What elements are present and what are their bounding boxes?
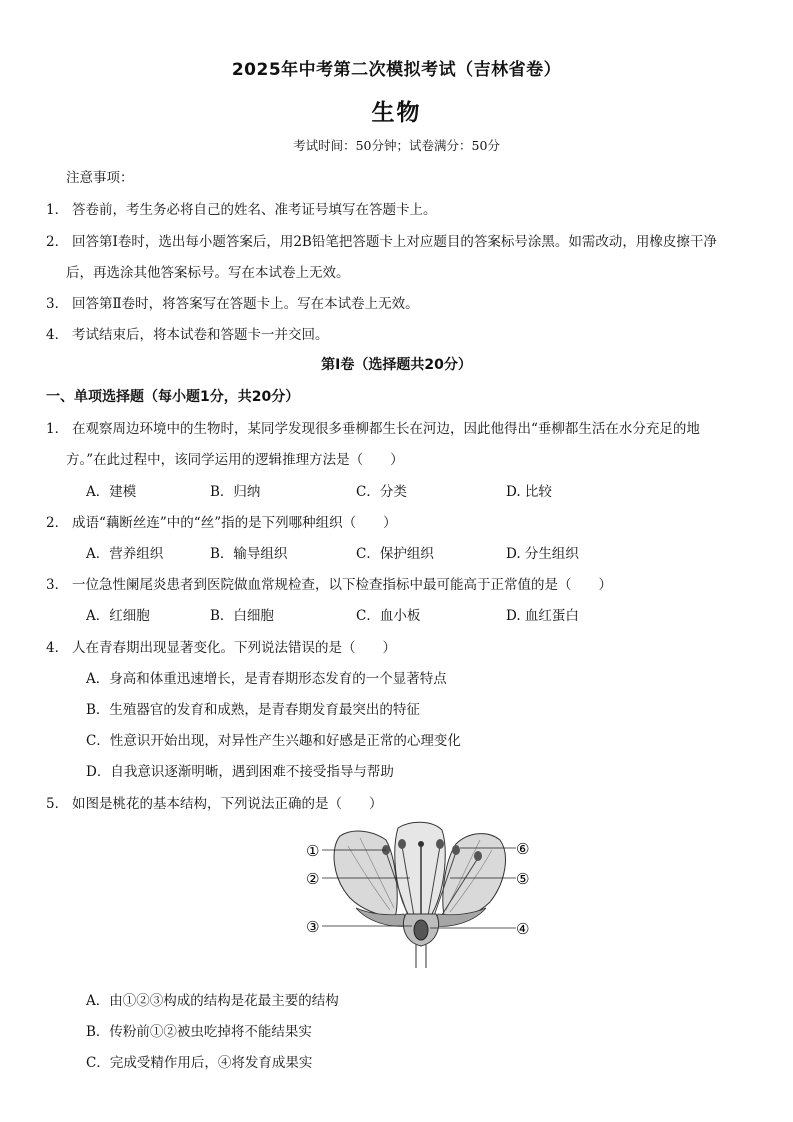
- anther: [398, 839, 406, 849]
- option-d: D．自我意识逐渐明晰，遇到困难不接受指导与帮助: [86, 764, 394, 780]
- figure-label-6: ⑥: [516, 840, 530, 858]
- question-num: 2．: [46, 515, 69, 531]
- option-b: B．输导组织: [210, 546, 288, 562]
- option-c: C．性意识开始出现，对异性产生兴趣和好感是正常的心理变化: [86, 733, 461, 749]
- question-4: [46, 636, 396, 656]
- figure-label-2: ②: [306, 870, 320, 888]
- note-num: 1．: [46, 202, 69, 218]
- note-item: [46, 230, 717, 250]
- anther: [474, 851, 482, 861]
- part-heading: 第Ⅰ卷（选择题共20分）: [321, 357, 472, 373]
- option-d: D. 血红蛋白: [506, 608, 579, 624]
- question-text: 成语“藕断丝连”中的“丝”指的是下列哪种组织（ ）: [72, 515, 397, 531]
- option-a: A．身高和体重迅速增长，是青春期形态发育的一个显著特点: [86, 671, 447, 687]
- note-text: 回答第Ⅱ卷时，将答案写在答题卡上。写在本试卷上无效。: [72, 296, 419, 312]
- question-text: 人在青春期出现显著变化。下列说法错误的是（ ）: [72, 640, 396, 656]
- stigma: [418, 841, 424, 847]
- subject-title: 生物: [371, 100, 422, 126]
- option-b: B．归纳: [210, 484, 261, 500]
- note-num: 4．: [46, 327, 69, 343]
- question-text: 在观察周边环境中的生物时，某同学发现很多垂柳都生长在河边，因此他得出“垂柳都生活在水分充足的地: [72, 421, 700, 437]
- question-text: 如图是桃花的基本结构，下列说法正确的是（ ）: [72, 796, 383, 812]
- option-a: A．红细胞: [86, 608, 150, 624]
- note-continuation: 后，再选涂其他答案标号。写在本试卷上无效。: [66, 265, 350, 281]
- figure-label-4: ④: [516, 920, 530, 938]
- option-a: A．建模: [86, 484, 137, 500]
- question-continuation: 方。”在此过程中，该同学运用的逻辑推理方法是（ ）: [66, 452, 404, 468]
- option-d: D. 分生组织: [506, 546, 579, 562]
- note-item: [46, 323, 329, 343]
- option-c: C．分类: [356, 484, 407, 500]
- option-b: B．生殖器官的发育和成熟，是青春期发育最突出的特征: [86, 702, 420, 718]
- question-5: [46, 792, 383, 812]
- note-text: 回答第Ⅰ卷时，选出每小题答案后，用2B铅笔把答题卡上对应题目的答案标号涂黑。如需改动，用橡皮擦干净: [72, 234, 717, 250]
- option-c: C．完成受精作用后，④将发育成果实: [86, 1055, 313, 1071]
- question-text: 一位急性阑尾炎患者到医院做血常规检查，以下检查指标中最可能高于正常值的是（ ）: [72, 577, 612, 593]
- section-heading: 一、单项选择题（每小题1分，共20分）: [46, 389, 300, 405]
- notes-heading: 注意事项：: [66, 170, 134, 186]
- question-num: 4．: [46, 640, 69, 656]
- exam-title: 2025年中考第二次模拟考试（吉林省卷）: [231, 60, 562, 80]
- note-text: 考试结束后，将本试卷和答题卡一并交回。: [72, 327, 329, 343]
- note-text: 答卷前，考生务必将自己的姓名、准考证号填写在答题卡上。: [72, 202, 437, 218]
- figure-label-5: ⑤: [516, 870, 530, 888]
- question-num: 5．: [46, 796, 69, 812]
- anther: [452, 845, 460, 855]
- ovule: [414, 920, 428, 940]
- note-item: [46, 292, 419, 312]
- question-2: [46, 511, 397, 531]
- question-1: [46, 417, 700, 437]
- question-num: 1．: [46, 421, 69, 437]
- option-a: A．营养组织: [86, 546, 164, 562]
- question-3: [46, 573, 612, 593]
- anther: [436, 839, 444, 849]
- peach-flower-diagram: [300, 818, 540, 970]
- note-num: 2．: [46, 234, 69, 250]
- option-b: B．白细胞: [210, 608, 274, 624]
- figure-label-3: ③: [306, 918, 320, 936]
- option-c: C．血小板: [356, 608, 421, 624]
- option-b: B．传粉前①②被虫吃掉将不能结果实: [86, 1024, 312, 1040]
- right-petal: [443, 834, 506, 920]
- option-d: D. 比较: [506, 484, 552, 500]
- option-a: A．由①②③构成的结构是花最主要的结构: [86, 993, 339, 1009]
- note-num: 3．: [46, 296, 69, 312]
- question-num: 3．: [46, 577, 69, 593]
- figure-label-1: ①: [306, 842, 320, 860]
- note-item: [46, 198, 437, 218]
- exam-meta: 考试时间：50分钟；试卷满分：50分: [293, 138, 500, 153]
- option-c: C．保护组织: [356, 546, 434, 562]
